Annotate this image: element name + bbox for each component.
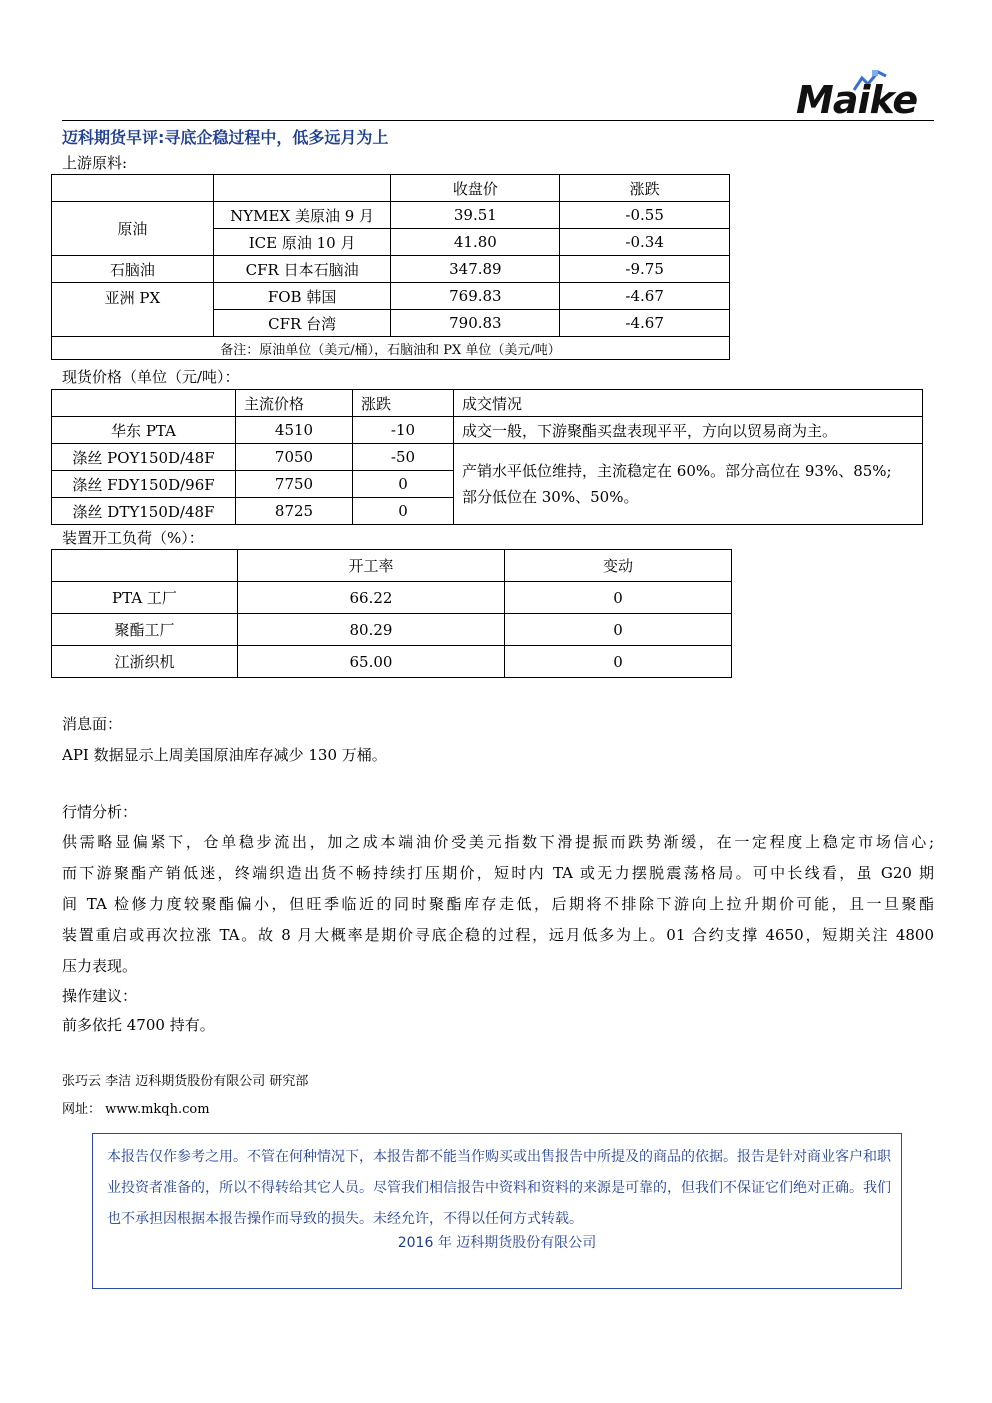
- table-header-row: [52, 390, 923, 417]
- change-cell: -10: [353, 417, 454, 444]
- group-cell: 石脑油: [52, 256, 214, 283]
- rate-cell: 66.22: [238, 582, 505, 614]
- header-cell: 收盘价: [391, 175, 560, 202]
- table-row: [52, 202, 730, 229]
- desc-cell: [454, 444, 923, 525]
- price-cell: 8725: [236, 498, 353, 525]
- desc-line: 产销水平低位维持，主流稳定在 60%。部分高位在 93%、85%;: [462, 462, 892, 480]
- change-cell: -0.34: [560, 229, 730, 256]
- header-cell: [52, 175, 214, 202]
- change-cell: 0: [505, 582, 732, 614]
- analysis-label: 行情分析：: [62, 803, 138, 821]
- name-cell: FOB 韩国: [213, 283, 391, 310]
- table-row: [52, 646, 732, 678]
- website: 网址： www.mkqh.com: [62, 1102, 210, 1117]
- price-cell: 7050: [236, 444, 353, 471]
- change-cell: -4.67: [560, 283, 730, 310]
- analysis-line: 而下游聚酯产销低迷，终端织造出货不畅持续打压期价，短时内 TA 或无力摆脱震荡格局。可中长线看，虽 G20 期: [62, 864, 934, 882]
- load-table: [51, 549, 732, 678]
- analysis-line: 间 TA 检修力度较聚酯偏小，但旺季临近的同时聚酯库存走低，后期将不排除下游向上拉升期价可能，且一旦聚酯: [62, 895, 934, 913]
- news-label: 消息面：: [62, 715, 123, 733]
- advice-text: 前多依托 4700 持有。: [62, 1016, 215, 1034]
- spot-label: 现货价格（单位（元/吨）：: [62, 368, 240, 386]
- header-cell: [52, 550, 238, 582]
- price-cell: 769.83: [391, 283, 560, 310]
- group-cell: 原油: [52, 202, 214, 256]
- upstream-note: 备注：原油单位（美元/桶），石脑油和 PX 单位（美元/吨）: [52, 337, 730, 360]
- report-title: 迈科期货早评:寻底企稳过程中，低多远月为上: [62, 128, 389, 147]
- analysis-line: 供需略显偏紧下，仓单稳步流出，加之成本端油价受美元指数下滑提振而跌势渐缓，在一定程度上稳定市场信心;: [62, 833, 934, 851]
- table-row: [52, 582, 732, 614]
- name-cell: 涤丝 DTY150D/48F: [52, 498, 236, 525]
- change-cell: 0: [505, 646, 732, 678]
- advice-label: 操作建议：: [62, 987, 138, 1005]
- desc-cell: 成交一般，下游聚酯买盘表现平平，方向以贸易商为主。: [454, 417, 923, 444]
- price-cell: 4510: [236, 417, 353, 444]
- table-note-row: [52, 337, 730, 360]
- change-cell: -50: [353, 444, 454, 471]
- desc-line: 部分低位在 30%、50%。: [462, 488, 639, 506]
- news-text: API 数据显示上周美国原油库存减少 130 万桶。: [62, 746, 387, 764]
- rate-cell: 65.00: [238, 646, 505, 678]
- header-cell: 变动: [505, 550, 732, 582]
- name-cell: CFR 台湾: [213, 310, 391, 337]
- maike-logo: [792, 70, 932, 120]
- name-cell: 涤丝 POY150D/48F: [52, 444, 236, 471]
- price-cell: 790.83: [391, 310, 560, 337]
- price-cell: 347.89: [391, 256, 560, 283]
- header-cell: 开工率: [238, 550, 505, 582]
- name-cell: ICE 原油 10 月: [213, 229, 391, 256]
- disclaimer-text: 本报告仅作参考之用。不管在何种情况下，本报告都不能当作购买或出售报告中所提及的商品的依据。报告是针对商业客户和职业投资者准备的，所以不得转给其它人员。尽管我们相信报告中资料和资料的来源是可靠的，但我们不保证它们绝对正确。我们也不承担因根据本报告操作而导致的损失。未经允许，不得以任何方式转载。: [107, 1149, 891, 1227]
- header-cell: 涨跌: [353, 390, 454, 417]
- table-row: [52, 283, 730, 310]
- change-cell: 0: [353, 498, 454, 525]
- name-cell: 江浙织机: [52, 646, 238, 678]
- rate-cell: 80.29: [238, 614, 505, 646]
- name-cell: PTA 工厂: [52, 582, 238, 614]
- table-row: [52, 256, 730, 283]
- name-cell: 聚酯工厂: [52, 614, 238, 646]
- table-header-row: [52, 175, 730, 202]
- group-cell: 亚洲 PX: [52, 283, 214, 337]
- name-cell: CFR 日本石脑油: [213, 256, 391, 283]
- table-header-row: [52, 550, 732, 582]
- change-cell: -4.67: [560, 310, 730, 337]
- analysis-line: 装置重启或再次拉涨 TA。故 8 月大概率是期价寻底企稳的过程，远月低多为上。01 合约支撑 4650，短期关注 4800: [62, 926, 934, 944]
- disclaimer-box: [92, 1133, 902, 1289]
- price-cell: 7750: [236, 471, 353, 498]
- authors: 张巧云 李洁 迈科期货股份有限公司 研究部: [62, 1074, 309, 1089]
- name-cell: 涤丝 FDY150D/96F: [52, 471, 236, 498]
- spot-table: [51, 389, 923, 525]
- header-cell: [213, 175, 391, 202]
- disclaimer-footer: 2016 年 迈科期货股份有限公司: [397, 1235, 597, 1251]
- table-row: [52, 417, 923, 444]
- name-cell: 华东 PTA: [52, 417, 236, 444]
- upstream-table: [51, 174, 730, 360]
- analysis-text: [62, 827, 934, 982]
- header-cell: 涨跌: [560, 175, 730, 202]
- analysis-line: 压力表现。: [62, 957, 138, 975]
- header-cell: 主流价格: [236, 390, 353, 417]
- change-cell: 0: [505, 614, 732, 646]
- upstream-label: 上游原料:: [62, 154, 128, 172]
- price-cell: 41.80: [391, 229, 560, 256]
- change-cell: 0: [353, 471, 454, 498]
- change-cell: -9.75: [560, 256, 730, 283]
- header-cell: 成交情况: [454, 390, 923, 417]
- table-row: [52, 444, 923, 471]
- header-rule: [62, 120, 934, 121]
- price-cell: 39.51: [391, 202, 560, 229]
- header-cell: [52, 390, 236, 417]
- change-cell: -0.55: [560, 202, 730, 229]
- name-cell: NYMEX 美原油 9 月: [213, 202, 391, 229]
- table-row: [52, 614, 732, 646]
- load-label: 装置开工负荷（%）：: [62, 529, 204, 547]
- logo-text: Maike: [796, 78, 918, 122]
